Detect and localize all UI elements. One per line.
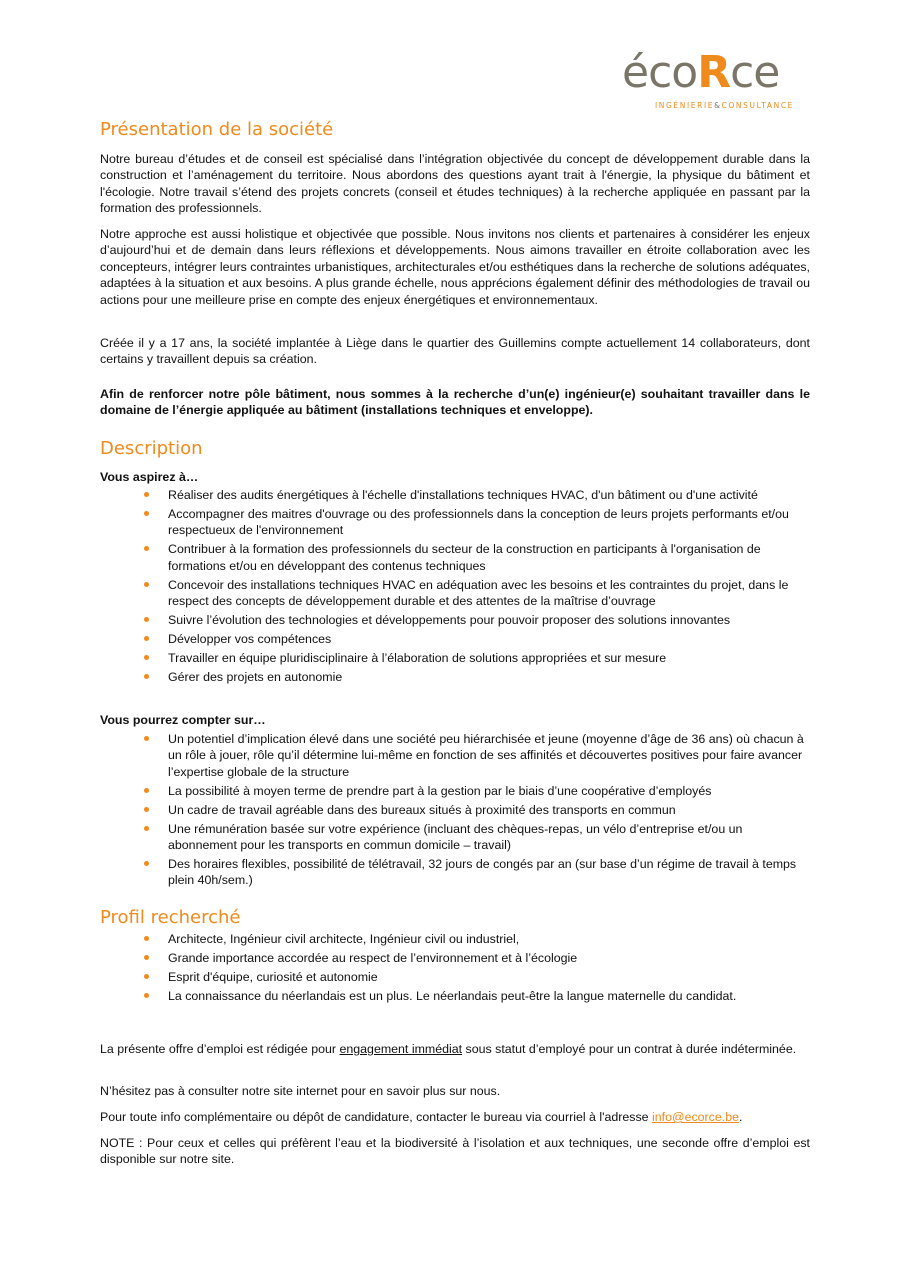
logo-tagline: INGÉNIERIE&CONSULTANCE (655, 101, 795, 110)
count-title: Vous pourrez compter sur… (100, 713, 266, 727)
list-item: Travailler en équipe pluridisciplinaire à l’élaboration de solutions appropriées et sur mesure (100, 650, 810, 666)
list-item: Un potentiel d’implication élevé dans une société peu hiérarchisée et jeune (moyenne d’âge de 36 ans) où chacun à un rôle à jouer, rôle qu’il détermine lui-même en fonction de ses affinités et découvertes positives pour faire avancer l’expertise globale de la structure (100, 731, 810, 780)
list-item: Concevoir des installations techniques HVAC en adéquation avec les besoins et les contraintes du projet, dans le respect des concepts de développement durable et des attentes de la maîtrise d’ouvrage (100, 577, 810, 610)
list-item: Esprit d'équipe, curiosité et autonomie (100, 969, 810, 985)
list-item: Gérer des projets en autonomie (100, 669, 810, 685)
presentation-paragraph-2: Notre approche est aussi holistique et objectivée que possible. Nous invitons nos clients et partenaires à considérer les enjeux d’aujourd’hui et de demain dans leurs réflexions et développements. Nous aimons travailler en étroite collaboration avec les concepteurs, intégrer leurs contraintes urbanistiques, architecturales et/ou esthétiques dans la recherche de solutions adéquates, adaptées à la situation et aux besoins. A plus grande échelle, nous apprécions également définir des méthodologies de travail ou actions pour une meilleure prise en compte des enjeux énergétiques et environnementaux. (100, 227, 810, 307)
offer-paragraph: La présente offre d’emploi est rédigée pour engagement immédiat sous statut d’employé pour un contrat à durée indéterminée. (100, 1042, 797, 1056)
presentation-paragraph-3: Créée il y a 17 ans, la société implantée à Liège dans le quartier des Guillemins compte actuellement 14 collaborateurs, dont certains y travaillent depuis sa création. (100, 336, 810, 367)
aspire-title: Vous aspirez à… (100, 470, 199, 484)
list-item: Réaliser des audits énergétiques à l'échelle d'installations techniques HVAC, d'un bâtiment ou d'une activité (100, 487, 810, 503)
heading-description: Description (100, 438, 203, 459)
profil-list (100, 931, 810, 1007)
logo-wordmark: écoRce (622, 47, 780, 98)
engagement-underlined: engagement immédiat (339, 1042, 463, 1056)
list-item: Suivre l’évolution des technologies et développements pour pouvoir proposer des solutions innovantes (100, 612, 810, 628)
list-item: Une rémunération basée sur votre expérience (incluant des chèques-repas, un vélo d’entreprise et/ou un abonnement pour les transports en commun domicile – travail) (100, 821, 810, 854)
list-item: La connaissance du néerlandais est un plus. Le néerlandais peut-être la langue maternelle du candidat. (100, 988, 810, 1004)
contact-paragraph: Pour toute info complémentaire ou dépôt de candidature, contacter le bureau via courriel à l'adresse info@ecorce.be. (100, 1110, 743, 1124)
ecorce-logo (622, 47, 812, 114)
email-link[interactable]: info@ecorce.be (652, 1110, 739, 1124)
heading-presentation: Présentation de la société (100, 119, 334, 140)
list-item: Contribuer à la formation des professionnels du secteur de la construction en participants à l'organisation de formations et/ou en développant des contenus techniques (100, 541, 810, 574)
count-list (100, 731, 810, 891)
list-item: Accompagner des maitres d'ouvrage ou des professionnels dans la conception de leurs projets performants et/ou respectueux de l'environnement (100, 506, 810, 539)
list-item: Des horaires flexibles, possibilité de télétravail, 32 jours de congés par an (sur base d’un régime de travail à temps plein 40h/sem.) (100, 856, 810, 889)
list-item: Développer vos compétences (100, 631, 810, 647)
aspire-list (100, 487, 810, 687)
list-item: Grande importance accordée au respect de l’environnement et à l’écologie (100, 950, 810, 966)
list-item: Un cadre de travail agréable dans des bureaux situés à proximité des transports en commun (100, 802, 810, 818)
site-paragraph: N’hésitez pas à consulter notre site internet pour en savoir plus sur nous. (100, 1084, 501, 1098)
presentation-paragraph-1: Notre bureau d’études et de conseil est spécialisé dans l’intégration objectivée du concept de développement durable dans la construction et l’aménagement du territoire. Nous abordons des questions ayant trait à l'énergie, la physique du bâtiment et l'écologie. Notre travail s’étend des projets concrets (conseil et études techniques) à la recherche appliquée en passant par la formation des professionnels. (100, 152, 810, 216)
heading-profil: Profil recherché (100, 907, 241, 928)
list-item: Architecte, Ingénieur civil architecte, Ingénieur civil ou industriel, (100, 931, 810, 947)
list-item: La possibilité à moyen terme de prendre part à la gestion par le biais d’une coopérative d’employés (100, 783, 810, 799)
note-paragraph: NOTE : Pour ceux et celles qui préfèrent l’eau et la biodiversité à l’isolation et aux techniques, une seconde offre d’emploi est disponible sur notre site. (100, 1136, 810, 1167)
presentation-paragraph-highlight: Afin de renforcer notre pôle bâtiment, nous sommes à la recherche d’un(e) ingénieur(e) souhaitant travailler dans le domaine de l’énergie appliquée au bâtiment (installations techniques et enveloppe). (100, 387, 810, 418)
